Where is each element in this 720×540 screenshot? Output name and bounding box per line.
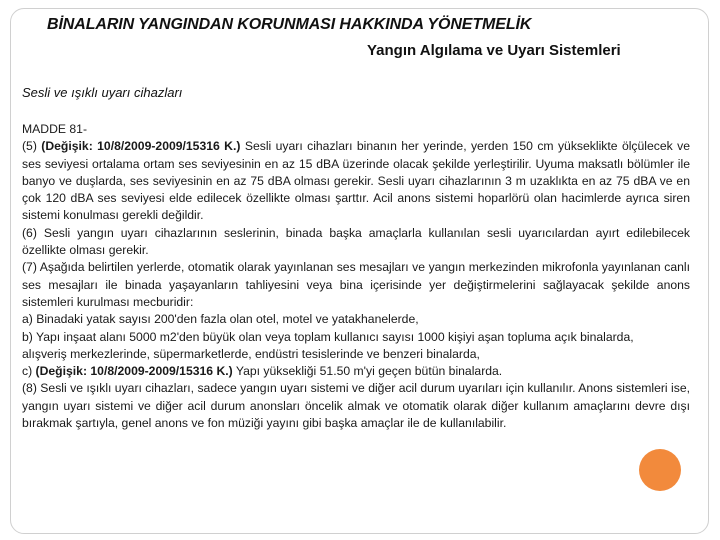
document-title: BİNALARIN YANGINDAN KORUNMASI HAKKINDA YÖNETMELİK <box>47 16 532 33</box>
paragraph-7a: a) Binadaki yatak sayısı 200'den fazla olan otel, motel ve yatakhanelerde, <box>22 312 419 327</box>
paragraph-7: (7) Aşağıda belirtilen yerlerde, otomatik olarak yayınlanan ses mesajları ve yangın merkezinden mikrofonla yayınlanan canlı ses mesajları ile binada yaşayanların tahliyesini veya bina içerisinde yer değiştirmelerini sağlayacak şekilde anons sistemleri kurulması mecburidir: <box>22 260 690 309</box>
article-title: MADDE 81- <box>22 122 88 136</box>
paragraph-7c-prefix: c) <box>22 364 36 379</box>
paragraph-7c-amendment: (Değişik: 10/8/2009-2009/15316 K.) <box>35 364 233 379</box>
document-subtitle: Yangın Algılama ve Uyarı Sistemleri <box>367 42 621 59</box>
paragraph-7b-continued: alışveriş merkezlerinde, süpermarketlerde, endüstri tesislerinde ve benzeri binalarda, <box>22 346 480 361</box>
paragraph-5-amendment: (Değişik: 10/8/2009-2009/15316 K.) <box>41 139 241 154</box>
paragraph-5-prefix: (5) <box>22 139 42 154</box>
article-body <box>22 121 690 432</box>
paragraph-8: (8) Sesli ve ışıklı uyarı cihazları, sadece yangın uyarı sistemi ve diğer acil durum uyarıları için kullanılır. Anons sistemleri ise, yangın uyarı sistemi ve diğer acil durum anonsları öncelik almak ve otomatik olarak diğer kullanım amaçlarını devre dışı bırakmak şartıyla, genel anons ve fon müziği yayını gibi başka amaçlar ile de kullanılabilir. <box>22 381 690 431</box>
paragraph-5-text: Sesli uyarı cihazları binanın her yerinde, yerden 150 cm yükseklikte ölçülecek ve ses seviyesi ortalama ortam ses seviyesinin en az 15 dBA üzerinde olacak şekilde yerleştirilir. Uyuma maksatlı bölümler ile banyo ve duşlarda, ses seviyesinin en az 75 dBA olması gerekir. Sesli uyarı cihazlarının 3 m uzaklıkta en az 75 dBA ve en çok 120 dBA ses seviyesi elde edilecek özellikte olması şarttır. Acil anons sistemi hoparlörü olan hacimlerde ayrıca siren sistemi konulması gerekli değildir. <box>22 139 691 223</box>
paragraph-7b: b) Yapı inşaat alanı 5000 m2'den büyük olan veya toplam kullanıcı sayısı 1000 kişiyi aşan topluma açık binalarda, <box>22 329 634 344</box>
paragraph-7c-text: Yapı yüksekliği 51.50 m'yi geçen bütün binalarda. <box>232 364 503 379</box>
paragraph-7c <box>22 363 690 380</box>
section-heading: Sesli ve ışıklı uyarı cihazları <box>22 85 183 100</box>
page-number-badge <box>639 449 681 491</box>
paragraph-6: (6) Sesli yangın uyarı cihazlarının seslerinin, binada başka amaçlarla kullanılan sesli uyarıcılardan ayırt edilebilecek özellikte olması gerekir. <box>22 225 690 258</box>
paragraph-5 <box>22 138 690 224</box>
